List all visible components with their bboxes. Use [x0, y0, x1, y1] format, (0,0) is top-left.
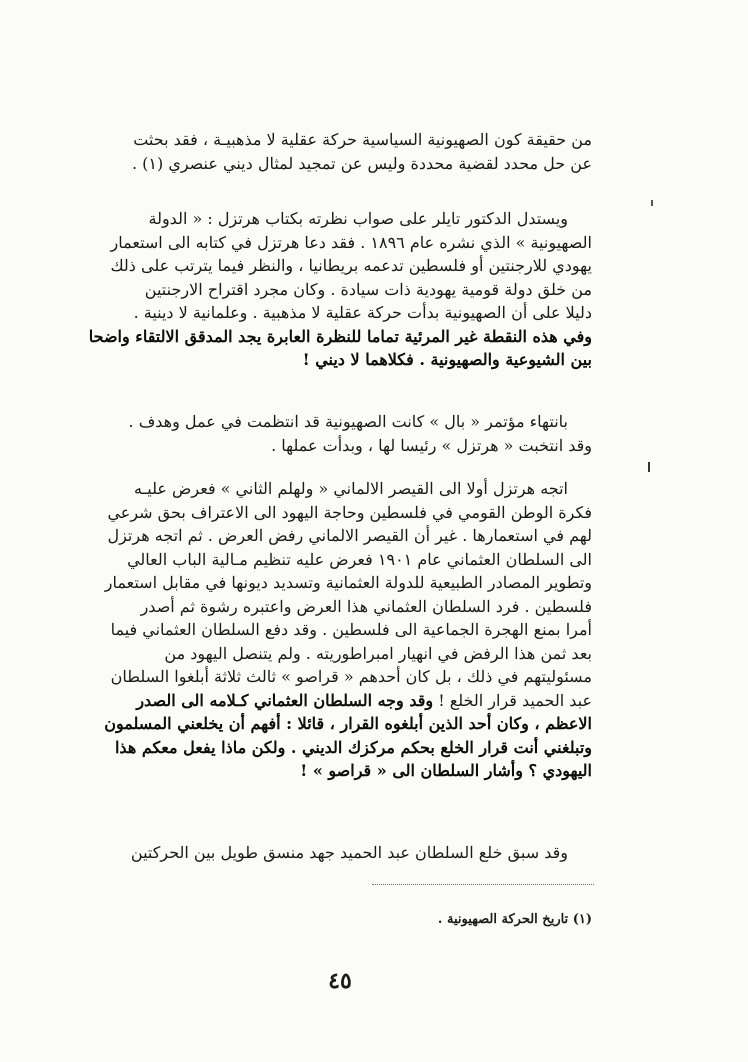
page-number: ٤٥	[328, 968, 352, 994]
text-line-mixed	[52, 689, 592, 713]
text-line: اتجه هرتزل أولا الى القيصر الالماني « ولهلم الثاني » فعرض عليـه	[134, 479, 568, 498]
text-line: يهودي للارجنتين أو فلسطين تدعمه بريطانيا ، والنظر فيما يترتب على ذلك	[110, 256, 592, 275]
emphasis-line: بين الشيوعية والصهيونية . فكلاهما لا ديني !	[302, 350, 592, 369]
footnote: (١) تاريخ الحركة الصهيونية .	[437, 912, 592, 927]
paragraph-2	[52, 207, 592, 372]
text-line: من خلق دولة قومية يهودية ذات سيادة . وكان مجرد اقتراح الارجنتين	[144, 279, 592, 299]
emphasis-line: الاعظم ، وكان أحد الذين أبلغوه القرار ، قائلا : أفهم أن يخلعني المسلمون	[104, 714, 592, 733]
text-line: الى السلطان العثماني عام ١٩٠١ فعرض عليه تنظيم مـالية الباب العالي	[127, 549, 592, 569]
paragraph-5	[52, 841, 592, 865]
text-line: فكرة الوطن القومي في فلسطين وحاجة اليهود الى الاعتراف بحق شرعي	[107, 502, 592, 522]
text-line: الصهيونية » الذي نشره عام ١٨٩٦ . فقد دعا هرتزل في كتابه الى استعمار	[110, 232, 592, 252]
text-line: من حقيقة كون الصهيونية السياسية حركة عقلية لا مذهبيـة ، فقد بحثت	[133, 130, 592, 149]
text-line: وقد انتخبت « هرتزل » رئيسا لها ، وبدأت عملها .	[271, 435, 592, 455]
text-line: عن حل محدد لقضية محددة وليس عن تمجيد لمثال ديني عنصري (١) .	[131, 153, 592, 173]
text-line: فلسطين . فرد السلطان العثماني هذا العرض واعتبره رشوة ثم أصدر	[140, 596, 592, 616]
text-line: مسئوليتهم في ذلك ، بل كان أحدهم « قراصو » ثالث ثلاثة أبلغوا السلطان	[110, 667, 592, 686]
text-line: وتطوير المصادر الطبيعية للدولة العثمانية وتسديد ديونها في مقابل استعمار	[104, 573, 592, 592]
emphasis-line: وتبلغني أنت قرار الخلع بحكم مركزك الديني . ولكن ماذا يفعل معكم هذا	[114, 737, 592, 757]
text-line: بانتهاء مؤتمر « بال » كانت الصهيونية قد انتظمت في عمل وهدف .	[128, 412, 568, 431]
text-run: عبد الحميد قرار الخلع !	[438, 690, 592, 710]
emphasis-line: وفي هذه النقطة غير المرئية تماما للنظرة العابرة يجد المدقق الالتقاء واضحا	[88, 326, 592, 346]
emphasis-line: اليهودي ؟ وأشار السلطان الى « قراصو » !	[300, 761, 592, 780]
emphasis-run: وقد وجه السلطان العثماني كـلامه الى الصدر	[136, 690, 434, 710]
paragraph-4	[52, 477, 592, 783]
text-line: ويستدل الدكتور تايلر على صواب نظرته بكتاب هرتزل : « الدولة	[148, 209, 568, 228]
scan-mark	[648, 462, 650, 472]
text-line: وقد سبق خلع السلطان عبد الحميد جهد منسق طويل بين الحركتين	[130, 843, 568, 862]
paragraph-1	[52, 128, 592, 175]
text-line: بعد ثمن هذا الرفض في انهيار امبراطوريته . ولم يتنصل اليهود من	[164, 643, 592, 663]
paragraph-3	[52, 410, 592, 457]
text-line: أمرا بمنع الهجرة الجماعية الى فلسطين . وقد دفع السلطان العثماني فيما	[110, 620, 592, 639]
text-line: لهم في استعمارها . غير أن القيصر الالماني رفض العرض . ثم اتجه هرتزل	[107, 526, 592, 545]
scan-mark	[651, 200, 653, 206]
text-line: دليلا على أن الصهيونية بدأت حركة عقلية لا مذهبية . وعلمانية لا دينية .	[133, 303, 592, 322]
footnote-divider	[372, 884, 594, 885]
